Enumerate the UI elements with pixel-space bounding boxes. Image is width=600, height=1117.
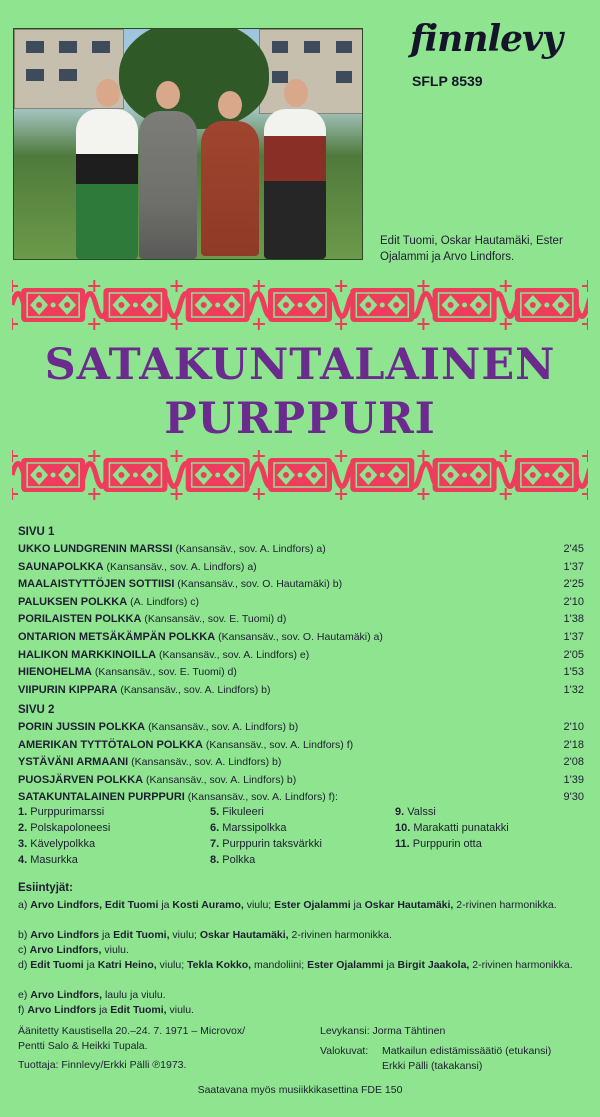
recording-info-2: Pentti Salo & Heikki Tupala. bbox=[18, 1040, 148, 1052]
person-ester-ojalammi bbox=[201, 121, 259, 256]
track-credit: (A. Lindfors) c) bbox=[130, 595, 199, 608]
producer-info: Tuottaja: Finnlevy/Erkki Pälli ℗1973. bbox=[18, 1059, 187, 1071]
track-duration: 1'39 bbox=[563, 773, 584, 786]
track-duration: 2'45 bbox=[563, 543, 584, 555]
track-credit: (Kansansäv., sov. A. Lindfors) e) bbox=[159, 648, 310, 661]
recording-info-1: Äänitetty Kaustisella 20.–24. 7. 1971 – Microvox/ bbox=[18, 1025, 246, 1037]
medley-item: 11. Purppurin otta bbox=[395, 838, 482, 850]
medley-item: 7. Purppurin taksvärkki bbox=[210, 838, 322, 850]
photos-credit-1: Matkailun edistämissäätiö (etukansi) bbox=[382, 1045, 552, 1057]
track-title: VIIPURIN KIPPARA bbox=[18, 683, 118, 696]
track-duration: 2'18 bbox=[563, 738, 584, 751]
track-credit: (Kansansäv., sov. A. Lindfors) b) bbox=[131, 756, 282, 769]
photos-label: Valokuvat: bbox=[320, 1045, 369, 1057]
catalog-number: SFLP 8539 bbox=[412, 73, 483, 89]
track-title: PALUKSEN POLKKA bbox=[18, 595, 128, 608]
track-row bbox=[18, 631, 584, 647]
track-duration: 1'53 bbox=[563, 666, 584, 679]
track-duration: 1'32 bbox=[563, 683, 584, 696]
track-row bbox=[18, 721, 584, 737]
track-credit: (Kansansäv., sov. O. Hautamäki) a) bbox=[218, 631, 383, 643]
side2-heading: SIVU 2 bbox=[18, 704, 55, 716]
track-duration: 2'08 bbox=[563, 756, 584, 769]
track-duration: 1'37 bbox=[563, 631, 584, 643]
track-title: HIENOHELMA bbox=[18, 666, 92, 679]
performer-f: f) Arvo Lindfors ja Edit Tuomi, viulu. bbox=[18, 1004, 195, 1016]
track-title: PORIN JUSSIN POLKKA bbox=[18, 721, 146, 733]
track-row bbox=[18, 684, 584, 700]
track-duration: 1'38 bbox=[563, 613, 584, 626]
track-row bbox=[18, 666, 584, 682]
track-duration: 2'05 bbox=[563, 648, 584, 661]
track-credit: (Kansansäv., sov. A. Lindfors) b) bbox=[120, 683, 271, 696]
track-row bbox=[18, 561, 584, 577]
track-row bbox=[18, 578, 584, 594]
person-arvo-lindfors bbox=[264, 109, 326, 259]
medley-item: 10. Marakatti punatakki bbox=[395, 822, 509, 834]
medley-item: 8. Polkka bbox=[210, 854, 256, 866]
track-title: SAUNAPOLKKA bbox=[18, 560, 104, 573]
person-oskar-hautamaki bbox=[139, 111, 197, 259]
ornament-band-top bbox=[12, 280, 588, 330]
track-title: YSTÄVÄNI ARMAANI bbox=[18, 756, 129, 769]
track-credit: (Kansansäv., sov. A. Lindfors) f) bbox=[205, 738, 354, 751]
track-title: ONTARION METSÄKÄMPÄN POLKKA bbox=[18, 631, 216, 643]
track-credit: (Kansansäv., sov. O. Hautamäki) b) bbox=[177, 578, 343, 591]
medley-item: 2. Polskapoloneesi bbox=[18, 822, 111, 834]
ornament-band-bottom bbox=[12, 450, 588, 500]
medley-item: 6. Marssipolkka bbox=[210, 822, 287, 834]
performer-e: e) Arvo Lindfors, laulu ja viulu. bbox=[18, 989, 166, 1001]
track-duration: 2'10 bbox=[563, 721, 584, 733]
medley-item: 4. Masurkka bbox=[18, 854, 78, 866]
medley-item: 3. Kävelypolkka bbox=[18, 838, 96, 850]
track-title: AMERIKAN TYTTÖTALON POLKKA bbox=[18, 738, 203, 751]
medley-item: 1. Purppurimarssi bbox=[18, 806, 105, 818]
track-credit: (Kansansäv., sov. A. Lindfors) f): bbox=[187, 791, 338, 804]
track-credit: (Kansansäv., sov. A. Lindfors) b) bbox=[148, 721, 299, 733]
performer-a: a) Arvo Lindfors, Edit Tuomi ja Kosti Auramo, viulu; Ester Ojalammi ja Oskar Hautamäki, 2-rivinen harmonikka. bbox=[18, 899, 557, 911]
performers-heading: Esiintyjät: bbox=[18, 882, 73, 894]
track-row bbox=[18, 739, 584, 755]
cassette-note: Saatavana myös musiikkikasettina FDE 150 bbox=[197, 1084, 403, 1096]
track-title: PUOSJÄRVEN POLKKA bbox=[18, 773, 144, 786]
track-title: HALIKON MARKKINOILLA bbox=[18, 648, 157, 661]
performer-b: b) Arvo Lindfors ja Edit Tuomi, viulu; Oskar Hautamäki, 2-rivinen harmonikka. bbox=[18, 929, 392, 941]
performer-c: c) Arvo Lindfors, viulu. bbox=[18, 944, 129, 956]
track-credit: (Kansansäv., sov. A. Lindfors) a) bbox=[175, 543, 326, 555]
track-credit: (Kansansäv., sov. E. Tuomi) d) bbox=[94, 666, 237, 679]
track-title: MAALAISTYTTÖJEN SOTTIISI bbox=[18, 578, 175, 591]
track-row bbox=[18, 774, 584, 790]
cover-credit: Levykansi: Jorma Tähtinen bbox=[320, 1025, 446, 1037]
photo-caption: Edit Tuomi, Oskar Hautamäki, Ester Ojalammi ja Arvo Lindfors. bbox=[380, 235, 563, 263]
finnlevy-logo: finnlevy bbox=[410, 18, 562, 60]
track-credit: (Kansansäv., sov. E. Tuomi) d) bbox=[144, 613, 287, 626]
track-row bbox=[18, 543, 584, 559]
album-title-line2: PURPPURI bbox=[164, 394, 436, 444]
track-title: PORILAISTEN POLKKA bbox=[18, 613, 142, 626]
track-row bbox=[18, 596, 584, 612]
medley-item: 5. Fikuleeri bbox=[210, 806, 264, 818]
album-title-line1: SATAKUNTALAINEN bbox=[44, 340, 556, 390]
track-row bbox=[18, 649, 584, 665]
track-duration: 1'37 bbox=[563, 560, 584, 573]
track-credit: (Kansansäv., sov. A. Lindfors) b) bbox=[146, 773, 297, 786]
medley-item: 9. Valssi bbox=[395, 806, 436, 818]
side1-heading: SIVU 1 bbox=[18, 526, 55, 538]
track-row bbox=[18, 756, 584, 772]
track-title: UKKO LUNDGRENIN MARSSI bbox=[18, 543, 173, 555]
track-title: SATAKUNTALAINEN PURPPURI bbox=[18, 791, 185, 804]
track-credit: (Kansansäv., sov. A. Lindfors) a) bbox=[106, 560, 257, 573]
track-duration: 2'10 bbox=[563, 595, 584, 608]
track-row bbox=[18, 791, 584, 807]
performer-d: d) Edit Tuomi ja Katri Heino, viulu; Tekla Kokko, mandoliini; Ester Ojalammi ja Birgit Jaakola, 2-rivinen harmonikka. bbox=[18, 959, 573, 971]
track-duration: 9'30 bbox=[563, 791, 584, 804]
track-row bbox=[18, 613, 584, 629]
photos-credit-2: Erkki Pälli (takakansi) bbox=[382, 1060, 483, 1072]
group-photo bbox=[13, 28, 363, 260]
track-duration: 2'25 bbox=[563, 578, 584, 591]
person-edit-tuomi bbox=[76, 109, 138, 259]
